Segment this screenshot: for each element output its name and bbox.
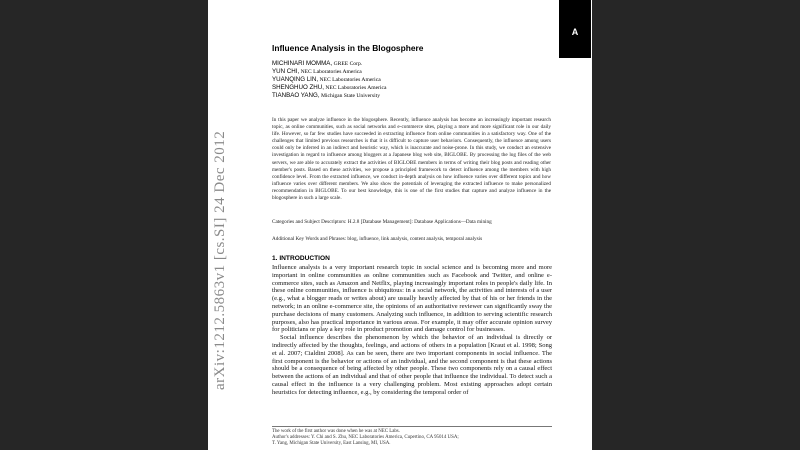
author-name: MICHINARI MOMMA, bbox=[272, 60, 333, 67]
footnote bbox=[272, 429, 552, 447]
arxiv-stamp: arXiv:1212.5863v1 [cs.SI] 24 Dec 2012 bbox=[212, 130, 228, 390]
author-name: YUANQING LIN, bbox=[272, 76, 319, 83]
author-line bbox=[272, 92, 572, 100]
corner-tab: A bbox=[559, 0, 591, 58]
author-affiliation: NEC Laboratories America bbox=[325, 85, 387, 91]
author-line bbox=[272, 68, 572, 76]
author-affiliation: GREE Corp. bbox=[333, 61, 363, 67]
paper-title: Influence Analysis in the Blogosphere bbox=[272, 43, 424, 53]
paragraph: Influence analysis is a very important research topic in social science and is becoming more and more important in online communities as online communities such as Facebook and Twitter, and online e-commerce sites, such as Amazon and Netflix, playing increasingly important roles in people's daily life. In these online communities, influence is ubiquitous: in a social network, the activities and interests of a user (e.g., what a blogger reads or writes about) are usually heavily affected by that of his or her friends in the network; in an online e-commerce site, the opinions of an authoritative reviewer can significantly sway the purchase decisions of many customers. Analyzing such influence, in addition to serving scientific research purposes, also has practical importance in various areas. For example, it may offer accurate opinion survey for politicians or play a key role in product promotion and damage control for businesses. bbox=[272, 264, 552, 334]
paragraph: Social influence describes the phenomenon by which the behavior of an individual is directly or indirectly affected by the thoughts, feelings, and actions of others in a population [Kraut et al. 1998; Song et al. 2007; Cialdini 2008]. As can be seen, there are two important components in social influence. The first component is the behavior or actions of an individual, and the second component is that these actions should be a consequence of being affected by other people. These two components rely on a causal effect between the actions of an individual and that of other people that influence the individual. To detect such a causal effect in the influence is a very challenging problem. Most existing approaches adopt certain heuristics for detecting influence, e.g., by considering the temporal order of bbox=[272, 334, 552, 396]
author-affiliation: NEC Laboratories America bbox=[300, 69, 362, 75]
abstract: In this paper we analyze influence in the blogosphere. Recently, influence analysis has become an increasingly important research topic, as online communities, such as social networks and e-commerce sites, playing a more and more significant role in our daily life. However, so far few studies have succeeded in extracting influence from online communities in a satisfactory way. One of the challenges that limited previous researches is that it is difficult to capture user behaviors. Consequently, the influence among users could only be inferred in an indirect and heuristic way, which is inaccurate and noise-prone. In this study, we conduct an extensive investigation in regard to influence among bloggers at a Japanese blog web site, BIGLOBE. By processing the log files of the web servers, we are able to accurately extract the activities of BIGLOBE members in terms of writing their blog posts and reading other member's posts. Based on these activities, we propose a principled framework to detect influence among the members with high confidence level. From the extracted influence, we conduct in-depth analysis on how influence varies over different topics and how influence varies over different members. We also show the potentials of leveraging the extracted influence to make personalized recommendation in BIGLOBE. To our best knowledge, this is one of the first studies that capture and analyze influence in the blogosphere in such a large scale. bbox=[272, 117, 551, 202]
author-affiliation: NEC Laboratories America bbox=[319, 77, 381, 83]
footnote-divider bbox=[272, 426, 552, 427]
author-name: SHENGHUO ZHU, bbox=[272, 84, 324, 91]
author-line bbox=[272, 84, 572, 92]
author-line bbox=[272, 60, 572, 68]
footnote-line: T. Yang, Michigan State University, East Lansing, MI, USA. bbox=[272, 441, 391, 446]
footnote-line: The work of the first author was done when he was at NEC Labs. bbox=[272, 429, 400, 434]
author-affiliation: Michigan State University bbox=[320, 93, 381, 99]
introduction-body bbox=[272, 264, 552, 397]
section-heading: 1. INTRODUCTION bbox=[272, 255, 330, 262]
author-list bbox=[272, 60, 572, 100]
author-name: TIANBAO YANG, bbox=[272, 92, 320, 99]
keywords: Additional Key Words and Phrases: blog, influence, link analysis, content analysis, temporal analysis bbox=[272, 236, 483, 242]
subject-categories: Categories and Subject Descriptors: H.2.8 [Database Management]: Database Applications—Data mining bbox=[272, 219, 492, 225]
footnote-line: Author's addresses: Y. Chi and S. Zhu, NEC Laboratories America, Cupertino, CA 95014 USA; bbox=[272, 435, 459, 440]
author-line bbox=[272, 76, 572, 84]
author-name: YUN CHI, bbox=[272, 68, 300, 75]
